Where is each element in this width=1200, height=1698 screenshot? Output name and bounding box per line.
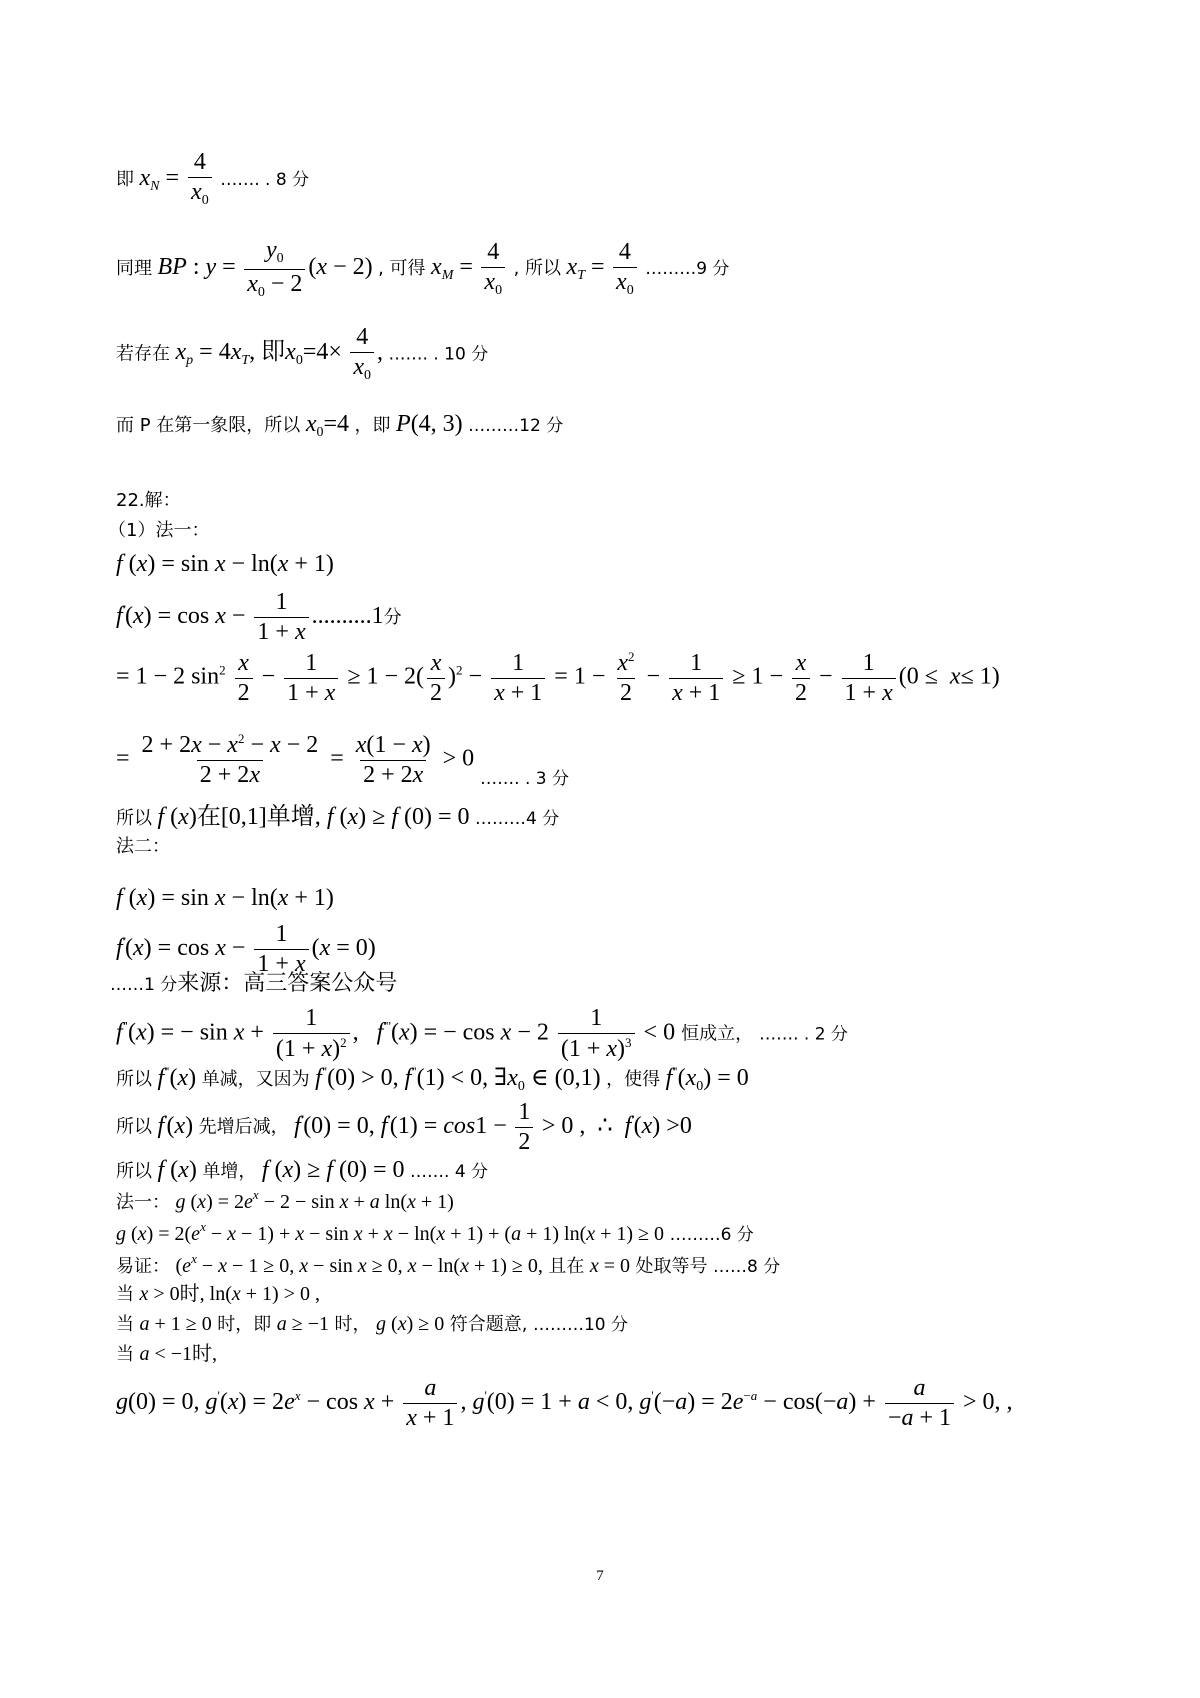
fraction: $\frac{x}{2}$ xyxy=(792,651,810,706)
fraction: $\frac{1}{2}$ xyxy=(515,1100,533,1155)
formula-inequality: = 1 − 2 $\sin^2$ $\frac{x}{2}$ − $\frac{1}{1 + x}$ ≥ 1 − 2( $\frac{x}{2}$ )$^2$ − $\frac{1}{x + 1}$ = 1 − $\frac{x^2}{2}$ − $\frac{1}{x + 1}$ ≥ 1 − $\frac{x}{2}$ − $\frac{1}{1 + x}$ (0 ≤ x≤ 1) xyxy=(116,649,1000,707)
fraction: $\frac{4}{x_0}$ xyxy=(350,325,374,384)
line-case-a-ge: 当 a + 1 ≥ 0 时，即 a ≥ −1 时， g (x) ≥ 0 符合题意, ………10 分 xyxy=(116,1313,629,1335)
fraction: $\frac{x(1 - x)}{2 + 2x}$ xyxy=(355,731,431,788)
line-xn: 即 $x_N$ = $\frac{4}{x_0}$ ……. . 8 分 xyxy=(116,149,310,209)
line-exists: 若存在 $x_p = 4x_T$, 即$x_0=4\times$ $\frac{4}{x_0}$ , ……. . 10 分 xyxy=(116,324,489,384)
fraction: $\frac{4}{x_0}$ xyxy=(188,150,212,209)
fraction: $\frac{1}{1 + x}$ xyxy=(842,651,896,706)
formula-f: f (x) = sin x − ln(x + 1) xyxy=(116,551,334,577)
formula-f-2: f (x) = sin x − ln(x + 1) xyxy=(116,885,334,911)
line-x-positive: 当 x > 0时, ln(x + 1) > 0 , xyxy=(116,1283,320,1305)
fraction: $\frac{1}{x + 1}$ xyxy=(669,651,723,706)
fraction: $\frac{1}{1 + x}$ xyxy=(254,922,308,977)
line-first-quadrant: 而 P 在第一象限，所以 $x_0=4$ ，即 P(4, 3) ………12 分 xyxy=(116,411,564,440)
fraction: $\frac{1}{x + 1}$ xyxy=(491,651,545,706)
line-bp: 同理 BP : y = $\frac{y_0}{x_0 - 2}$ (x − 2) , 可得 $x_M$ = $\frac{4}{x_0}$ , 所以 $x_T$ = $\frac{4}{x_0}$ ………9 分 xyxy=(116,237,730,300)
line-g-def: 法一： g $(x) = 2e^x - 2 - \sin x + a$ ln(x + 1) xyxy=(116,1187,454,1213)
fraction: $\frac{x}{2}$ xyxy=(235,651,253,706)
line-decrease: 所以 f"(x) 单减，又因为 f"(0) > 0, f"(1) < 0, $\exists x_0$ ∈ (0,1) ，使得 $f^"(x_0) = 0$ xyxy=(116,1064,749,1094)
fraction: $\frac{4}{x_0}$ xyxy=(613,240,637,299)
method-two-heading: 法二： xyxy=(116,836,170,857)
fraction: $\frac{x^2}{2}$ xyxy=(617,649,635,707)
fraction: $\frac{4}{x_0}$ xyxy=(481,240,505,299)
fraction: $\frac{1}{(1 + x)^2}$ xyxy=(273,1006,350,1062)
fraction: $\frac{a}{x + 1}$ xyxy=(403,1376,457,1431)
fraction: $\frac{2 + 2x - x^2 - x - 2}{2 + 2x}$ xyxy=(141,731,319,789)
fraction: $\frac{x}{2}$ xyxy=(427,651,445,706)
method-heading: （1）法一： xyxy=(108,520,210,541)
fraction: $\frac{y_0}{x_0 - 2}$ xyxy=(244,238,305,300)
problem-heading: 22.解： xyxy=(116,490,181,511)
line-increase-decrease: 所以 f'(x) 先增后减， f'(0) = 0, f'(1) = cos1 − $\frac{1}{2}$ > 0 , ∴ f'(x) >0 xyxy=(116,1099,692,1156)
fraction: $\frac{1}{1 + x}$ xyxy=(284,651,338,706)
formula-fprime-2: f'(x) = cos x − $\frac{1}{1 + x}$ (x = 0) xyxy=(116,921,376,978)
fraction: $\frac{a}{-a + 1}$ xyxy=(885,1376,954,1431)
line-case-a-lt: 当 a < −1时, xyxy=(116,1343,218,1365)
formula-simplified: = $\frac{2 + 2x - x^2 - x - 2}{2 + 2x}$ = $\frac{x(1 - x)}{2 + 2x}$ > 0 $_{\dots\dots. . 3 分}$ xyxy=(116,731,569,789)
line-monotone-1: 所以 f (x)在[0,1]单增, f (x) ≥ f (0) = 0 ………4 分 xyxy=(116,804,560,830)
formula-second-derivative: f"(x) = − sin x + $\frac{1}{(1 + x)^2}$ , f"'(x) = − cos x − 2 $\frac{1}{(1 + x)^3}$ < 0 恒成立， ……. . 2 分 xyxy=(116,1005,848,1063)
page-number: 7 xyxy=(596,1568,604,1584)
line-monotone-2: 所以 f (x) 单增， f (x) ≥ f (0) = 0 ……. 4 分 xyxy=(116,1157,489,1183)
formula-fprime: f'(x) = cos x − $\frac{1}{1 + x}$ ..........1分 xyxy=(116,589,402,646)
formula-g-derivative: g(0) = 0, $g'(x) = 2e^x - \cos x$ + $\frac{a}{x + 1}$ , g'(0) = 1 + a < 0, $g'(-a) = 2e^{-a} - \cos(-a)$ + $\frac{a}{-a + 1}$ > 0, , xyxy=(116,1375,1013,1432)
fraction: $\frac{1}{(1 + x)^3}$ xyxy=(558,1006,635,1062)
line-source: ……1 分来源：高三答案公众号 xyxy=(110,971,398,996)
line-easy-proof: 易证： ($e^x - x - 1 \ge 0$, x − sin x ≥ 0, x − ln(x + 1) ≥ 0, 且在 x = 0 处取等号 ……8 分 xyxy=(116,1251,781,1277)
line-g-expand: g $(x) = 2(e^x - x - 1) + x - \sin x + x - \ln(x + 1) + (a + 1) \ln(x + 1) \ge 0$ ………6 分 xyxy=(116,1219,754,1245)
source-watermark: 来源：高三答案公众号 xyxy=(177,971,398,996)
fraction: $\frac{1}{1 + x}$ xyxy=(254,590,308,645)
